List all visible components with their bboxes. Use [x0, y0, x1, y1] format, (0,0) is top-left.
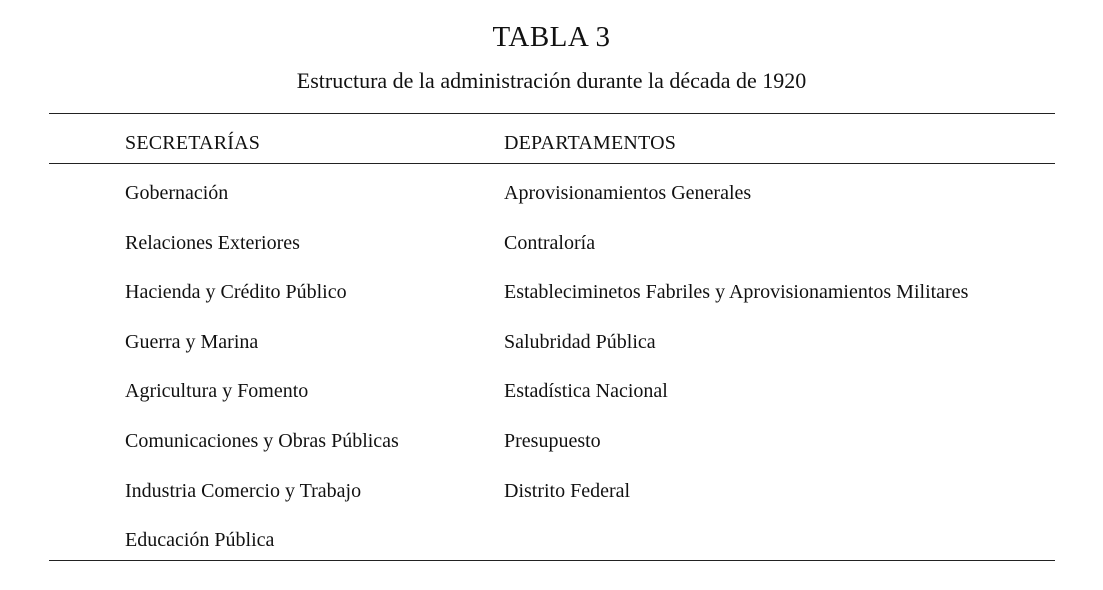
departamento-cell: Estableciminetos Fabriles y Aprovisionamientos Militares [504, 281, 969, 303]
departamento-cell: Estadística Nacional [504, 380, 668, 402]
header-rule [49, 163, 1055, 164]
secretaria-cell: Gobernación [125, 182, 229, 204]
secretaria-cell: Industria Comercio y Trabajo [125, 480, 362, 502]
departamento-cell: Aprovisionamientos Generales [504, 182, 752, 204]
departamento-cell: Presupuesto [504, 430, 601, 452]
secretaria-cell: Relaciones Exteriores [125, 232, 300, 254]
table-subtitle: Estructura de la administración durante la década de 1920 [296, 68, 807, 93]
secretaria-cell: Guerra y Marina [125, 331, 259, 353]
secretaria-cell: Hacienda y Crédito Público [125, 281, 347, 303]
departamento-cell: Distrito Federal [504, 480, 631, 502]
departamento-cell: Salubridad Pública [504, 331, 656, 353]
column-header-departamentos: DEPARTAMENTOS [504, 132, 677, 154]
table-title: TABLA 3 [492, 21, 611, 53]
bottom-rule [49, 560, 1055, 561]
secretaria-cell: Educación Pública [125, 529, 275, 551]
top-rule [49, 113, 1055, 114]
secretaria-cell: Comunicaciones y Obras Públicas [125, 430, 399, 452]
secretaria-cell: Agricultura y Fomento [125, 380, 309, 402]
departamento-cell: Contraloría [504, 232, 596, 254]
column-header-secretarias: SECRETARÍAS [125, 132, 261, 154]
